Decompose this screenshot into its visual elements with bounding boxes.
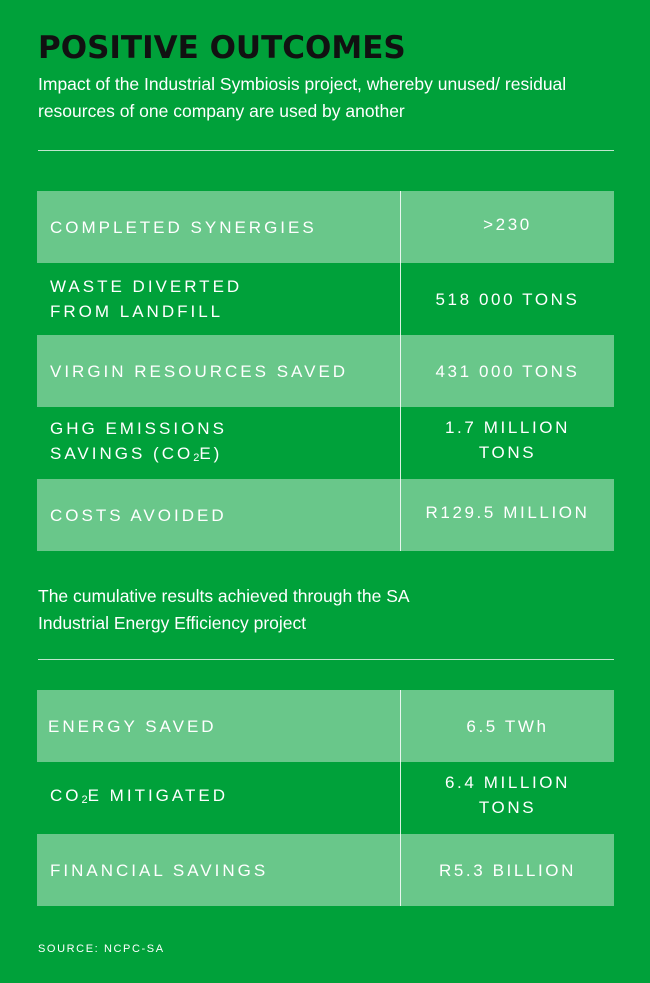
table-row bbox=[37, 690, 614, 762]
table-row bbox=[37, 479, 614, 551]
row-value: 6.5 TWh bbox=[400, 690, 614, 762]
page-title: POSITIVE OUTCOMES bbox=[38, 30, 406, 66]
table-row bbox=[37, 263, 614, 335]
row-label: FINANCIAL SAVINGS bbox=[50, 860, 269, 880]
symbiosis-table bbox=[37, 191, 614, 551]
row-label: WASTE DIVERTED FROM LANDFILL bbox=[50, 277, 243, 321]
subscript: 2 bbox=[81, 794, 88, 806]
row-label bbox=[37, 762, 400, 834]
row-label: VIRGIN RESOURCES SAVED bbox=[50, 361, 349, 381]
row-value: 518 000 TONS bbox=[400, 263, 614, 335]
table-row bbox=[37, 191, 614, 263]
source-credit: SOURCE: NCPC-SA bbox=[38, 943, 165, 955]
row-value: 431 000 TONS bbox=[400, 335, 614, 407]
label-text: CO bbox=[50, 786, 82, 805]
divider bbox=[38, 150, 614, 151]
row-value: >230 bbox=[400, 191, 614, 263]
energy-intro: The cumulative results achieved through the SA Industrial Energy Efficiency project bbox=[38, 586, 409, 633]
label-text: E) bbox=[199, 443, 223, 463]
symbiosis-intro: Impact of the Industrial Symbiosis project, whereby unused/ residual resources of one company are used by another bbox=[38, 74, 567, 121]
row-value: 6.4 MILLION TONS bbox=[400, 762, 614, 834]
subscript: 2 bbox=[193, 451, 200, 464]
row-label: ENERGY SAVED bbox=[48, 716, 217, 736]
row-label: COSTS AVOIDED bbox=[50, 505, 227, 525]
table-row bbox=[37, 834, 614, 906]
table-row bbox=[37, 762, 614, 834]
energy-table bbox=[37, 690, 614, 906]
divider bbox=[38, 659, 614, 660]
table-row bbox=[37, 335, 614, 407]
row-value: R129.5 MILLION bbox=[400, 479, 614, 551]
label-text: E MITIGATED bbox=[87, 786, 228, 805]
row-label bbox=[37, 407, 400, 479]
row-value: 1.7 MILLION TONS bbox=[400, 407, 614, 479]
row-value: R5.3 BILLION bbox=[400, 834, 614, 906]
label-text: GHG EMISSIONS SAVINGS (CO bbox=[50, 418, 227, 463]
row-label: COMPLETED SYNERGIES bbox=[50, 217, 317, 237]
table-row bbox=[37, 407, 614, 479]
